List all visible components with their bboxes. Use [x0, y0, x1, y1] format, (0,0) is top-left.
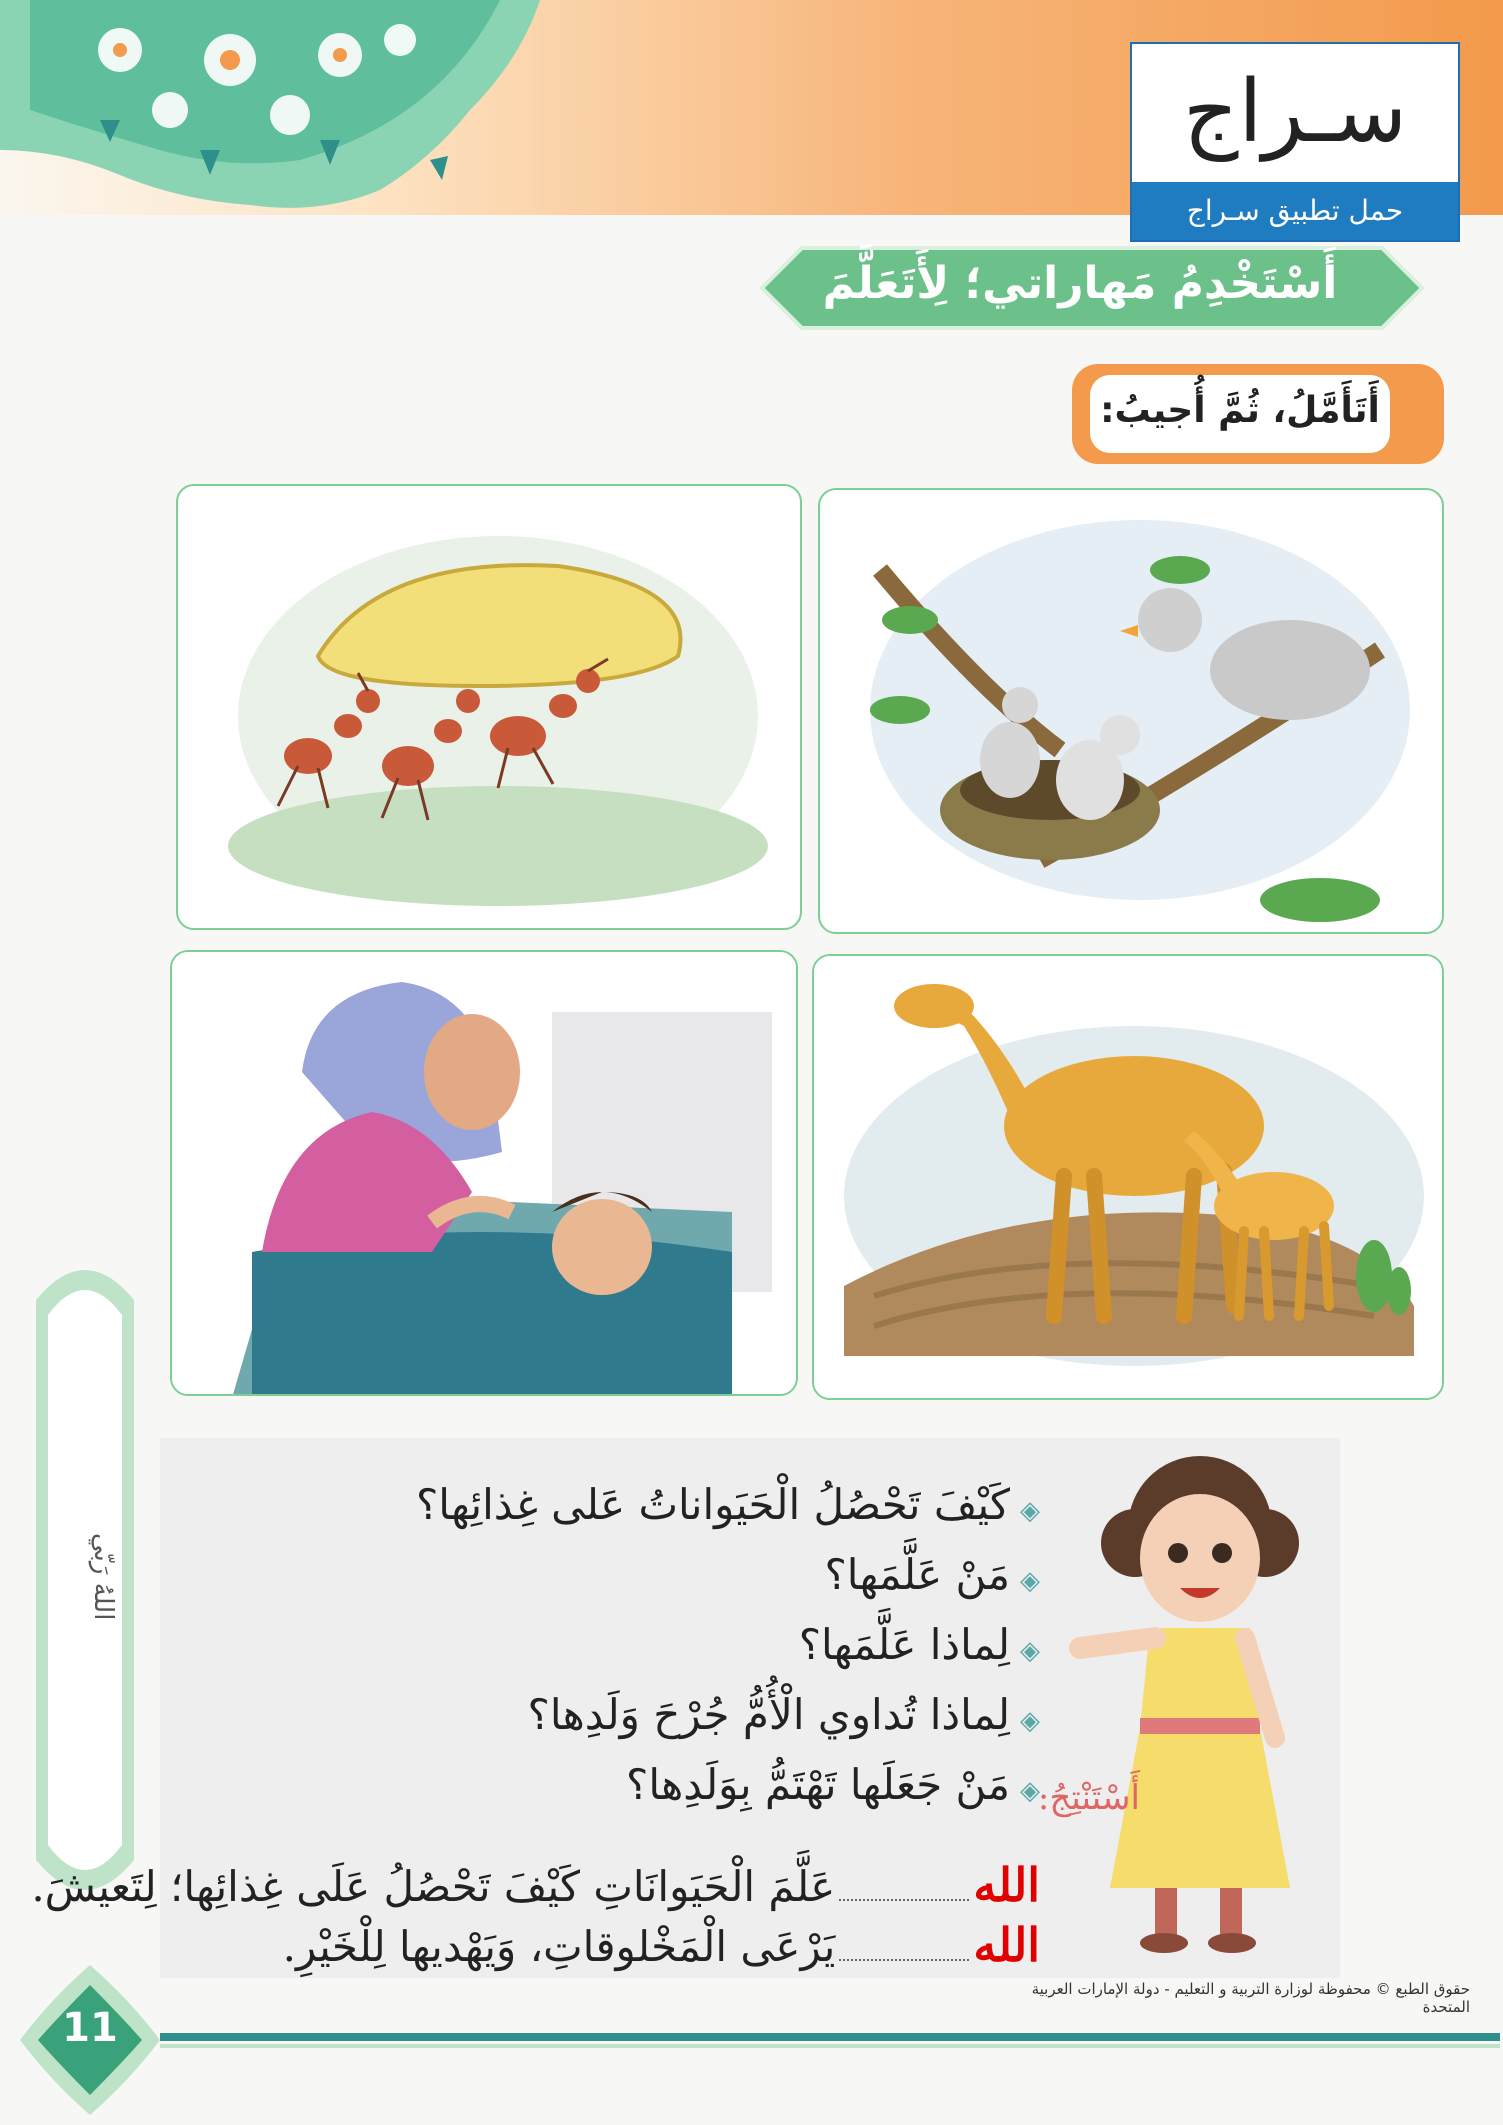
- islamic-ornament-icon: [0, 0, 600, 230]
- conclusion-text-1: عَلَّمَ الْحَيَوانَاتِ كَيْفَ تَحْصُلُ عَلَى غِذائِها؛ لِتَعيشَ.: [31, 1862, 836, 1911]
- answer-allah-2[interactable]: الله: [973, 1918, 1040, 1972]
- question-text: لِماذا عَلَّمَها؟: [798, 1620, 1010, 1669]
- siraj-logo[interactable]: [1130, 42, 1460, 242]
- bullet-icon: ◈: [1020, 1496, 1040, 1526]
- question-text: كَيْفَ تَحْصُلُ الْحَيَواناتُ عَلى غِذائِها؟: [415, 1480, 1010, 1529]
- question-item: [416, 1480, 1040, 1529]
- blank-dots: [839, 1959, 969, 1961]
- question-item: [528, 1690, 1040, 1739]
- bullet-icon: ◈: [1020, 1636, 1040, 1666]
- answer-allah-1[interactable]: الله: [973, 1858, 1040, 1912]
- conclusion-text-2: يَرْعَى الْمَخْلوقاتِ، وَيَهْديها لِلْخَيْرِ.: [282, 1922, 836, 1971]
- bullet-icon: ◈: [1020, 1706, 1040, 1736]
- question-text: لِماذا تُداوي الْأُمُّ جُرْحَ وَلَدِها؟: [527, 1690, 1010, 1739]
- image-camel-and-calf: [812, 954, 1444, 1400]
- logo-text: سـراج: [1182, 62, 1408, 162]
- girl-pointing-illustration: [1060, 1438, 1340, 1958]
- conclusion-line-1: [31, 1858, 1040, 1912]
- question-text: مَنْ عَلَّمَها؟: [824, 1550, 1010, 1599]
- footer-rule: [160, 2033, 1500, 2041]
- question-item: [626, 1760, 1040, 1809]
- image-ants-carrying-food: [176, 484, 802, 930]
- copyright-note: حقوق الطبع © محفوظة لوزارة التربية و التعليم - دولة الإمارات العربية المتحدة: [1031, 1980, 1470, 2016]
- blank-dots: [839, 1899, 969, 1901]
- question-item: [799, 1620, 1040, 1669]
- sidebar-unit-label: اللهُ رَبّي: [88, 1532, 118, 1620]
- question-text: مَنْ جَعَلَها تَهْتَمُّ بِوَلَدِها؟: [626, 1760, 1010, 1809]
- question-item: [824, 1550, 1040, 1599]
- image-mother-treating-child: [170, 950, 798, 1396]
- logo-subtitle: حمل تطبيق سـراج: [1132, 182, 1458, 240]
- page-number: 11: [62, 2005, 118, 2051]
- page-title: أَسْتَخْدِمُ مَهاراتي؛ لِأَتَعَلَّمَ: [822, 258, 1338, 309]
- footer-rule-light: [160, 2044, 1500, 2048]
- bullet-icon: ◈: [1020, 1566, 1040, 1596]
- conclusion-line-2: [283, 1918, 1040, 1972]
- conclude-label: أَسْتَنْتِجُ:: [1037, 1778, 1140, 1818]
- bullet-icon: ◈: [1020, 1776, 1040, 1806]
- instruction-text: أَتَأَمَّلُ، ثُمَّ أُجيبُ:: [1100, 390, 1380, 431]
- image-bird-feeding-chicks: [818, 488, 1444, 934]
